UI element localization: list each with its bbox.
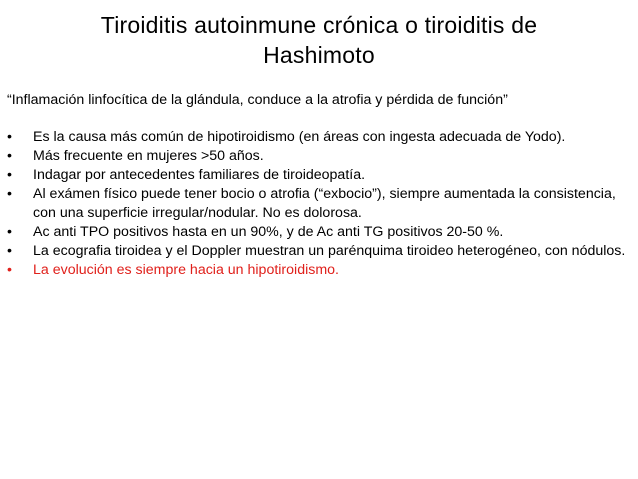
title-line-2: Hashimoto <box>263 42 375 68</box>
bullet-item <box>7 147 635 166</box>
bullet-item <box>7 185 635 222</box>
bullet-item <box>7 166 635 185</box>
title-line-1: Tiroiditis autoinmune crónica o tiroiditis de <box>100 12 538 38</box>
bullet-item <box>7 242 635 261</box>
bullet-item <box>7 128 635 147</box>
bullet-text: Más frecuente en mujeres >50 años. <box>33 148 264 164</box>
bullet-icon: • <box>7 167 12 183</box>
bullet-item <box>7 223 635 242</box>
bullet-item-highlight <box>7 261 635 280</box>
bullet-text: Indagar por antecedentes familiares de tiroideopatía. <box>33 167 366 183</box>
slide-title <box>40 10 598 70</box>
bullet-text: Es la causa más común de hipotiroidismo (en áreas con ingesta adecuada de Yodo). <box>33 129 566 145</box>
bullet-text: La evolución es siempre hacia un hipotiroidismo. <box>33 261 339 278</box>
bullet-text: La ecografia tiroidea y el Doppler muestran un parénquima tiroideo heterogéneo, con nódulos. <box>33 242 626 259</box>
bullet-icon: • <box>7 261 12 278</box>
bullet-icon: • <box>7 186 12 202</box>
bullet-icon: • <box>7 148 12 164</box>
bullet-icon: • <box>7 129 12 145</box>
bullet-list <box>7 128 635 280</box>
bullet-text: Al exámen físico puede tener bocio o atrofia (“exbocio”), siempre aumentada la consistencia, con una superficie irregular/nodular. No es dolorosa. <box>33 186 616 221</box>
bullet-icon: • <box>7 223 12 240</box>
bullet-text: Ac anti TPO positivos hasta en un 90%, y de Ac anti TG positivos 20-50 %. <box>33 223 504 240</box>
bullet-icon: • <box>7 242 12 259</box>
definition-quote: “Inflamación linfocítica de la glándula, conduce a la atrofia y pérdida de función” <box>7 92 508 108</box>
